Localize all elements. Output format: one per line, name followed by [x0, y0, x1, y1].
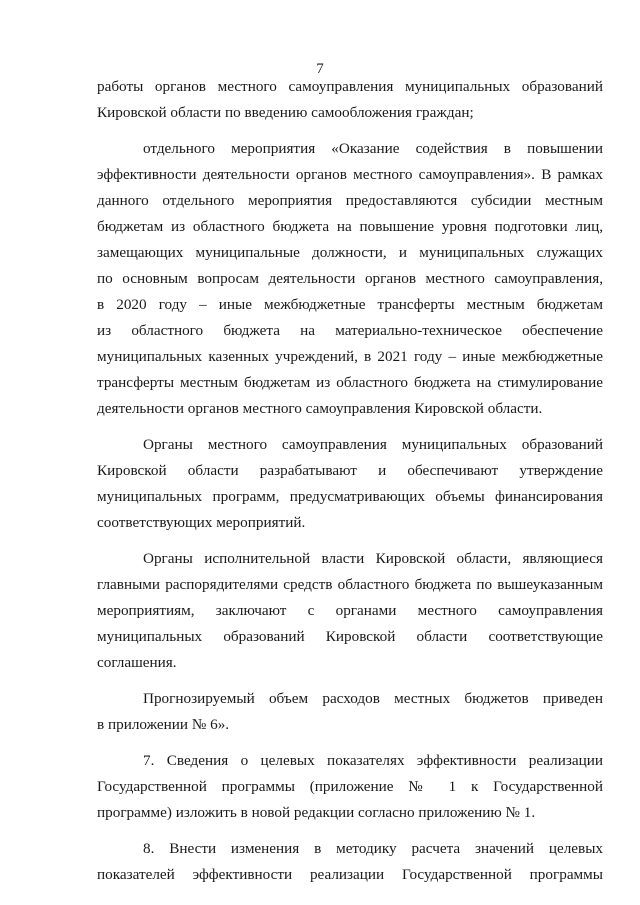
paragraph-gap [97, 826, 603, 836]
paragraph [97, 686, 603, 738]
text-line: в 2020 году – иные межбюджетные трансферты местным бюджетам [97, 296, 603, 313]
text-line: работы органов местного самоуправления муниципальных образований [97, 78, 603, 95]
text-line: муниципальных образований Кировской области соответствующие [97, 628, 603, 645]
text-line: в приложении № 6». [97, 716, 230, 733]
text-line: муниципальных казенных учреждений, в 2021 году – иные межбюджетные [97, 348, 603, 365]
text-line: программе) изложить в новой редакции согласно приложению № 1. [97, 804, 536, 821]
paragraph-gap [97, 536, 603, 546]
text-line: эффективности деятельности органов местного самоуправления». В рамках [97, 166, 603, 183]
text-line: деятельности органов местного самоуправления Кировской области. [97, 400, 543, 417]
text-line: отдельного мероприятия «Оказание содействия в повышении [143, 140, 603, 157]
text-line: соответствующих мероприятий. [97, 514, 306, 531]
paragraph [97, 748, 603, 826]
text-line: соглашения. [97, 654, 177, 671]
paragraph [97, 74, 603, 126]
paragraph-gap [97, 126, 603, 136]
text-line: трансферты местным бюджетам из областного бюджета на стимулирование [97, 374, 603, 391]
paragraph [97, 136, 603, 422]
text-line: показателей эффективности реализации Государственной программы [97, 866, 603, 883]
text-line: 8. Внести изменения в методику расчета значений целевых [143, 840, 603, 857]
text-line: муниципальных программ, предусматривающих объемы финансирования [97, 488, 603, 505]
text-line: по основным вопросам деятельности органов местного самоуправления, [97, 270, 603, 287]
text-line: Органы исполнительной власти Кировской области, являющиеся [143, 550, 603, 567]
paragraph-gap [97, 738, 603, 748]
text-line: 7. Сведения о целевых показателях эффективности реализации [143, 752, 603, 769]
paragraph [97, 836, 603, 888]
text-line: Кировской области разрабатывают и обеспечивают утверждение [97, 462, 603, 479]
paragraph [97, 546, 603, 676]
text-line: мероприятиям, заключают с органами местного самоуправления [97, 602, 603, 619]
text-line: главными распорядителями средств областного бюджета по вышеуказанным [97, 576, 603, 593]
page-number: 7 [316, 61, 324, 77]
text-line: Кировской области по введению самообложения граждан; [97, 104, 474, 121]
document-body [97, 74, 603, 888]
text-line: данного отдельного мероприятия предоставляются субсидии местным [97, 192, 603, 209]
text-line: замещающих муниципальные должности, и муниципальных служащих [97, 244, 603, 261]
text-line: Прогнозируемый объем расходов местных бюджетов приведен [143, 690, 603, 707]
paragraph [97, 432, 603, 536]
text-line: бюджетам из областного бюджета на повышение уровня подготовки лиц, [97, 218, 603, 235]
text-line: Органы местного самоуправления муниципальных образований [143, 436, 603, 453]
paragraph-gap [97, 422, 603, 432]
text-line: из областного бюджета на материально-техническое обеспечение [97, 322, 603, 339]
paragraph-gap [97, 676, 603, 686]
text-line: Государственной программы (приложение № 1 к Государственной [97, 778, 603, 795]
